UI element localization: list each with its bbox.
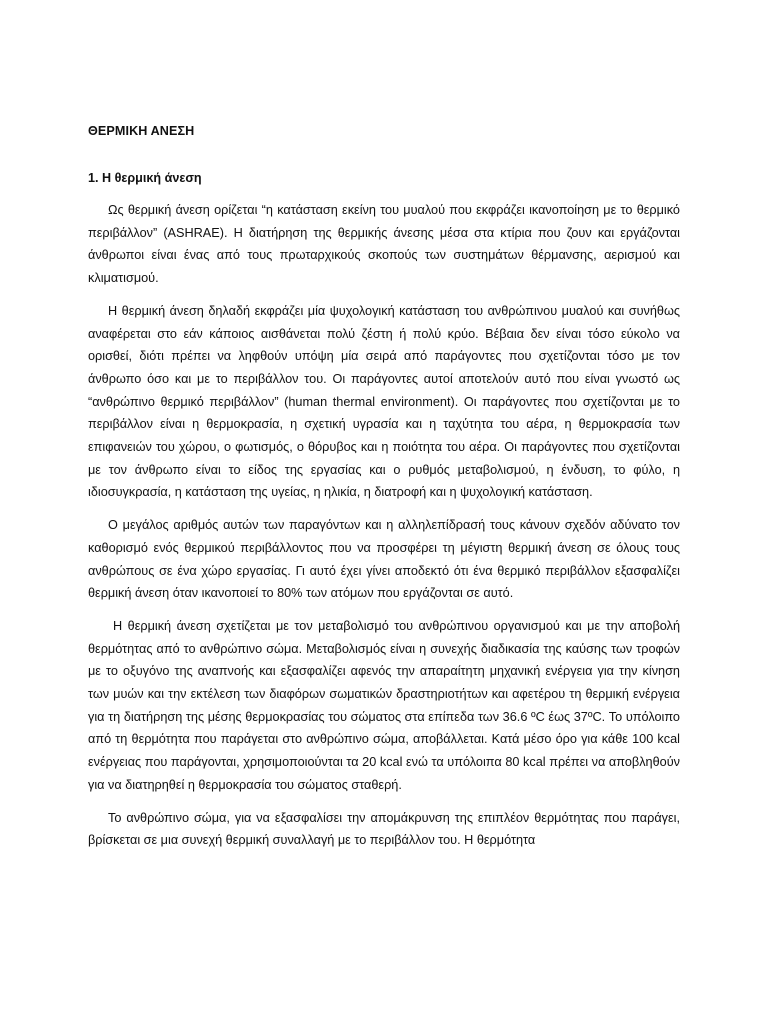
- paragraph-metabolism: Η θερμική άνεση σχετίζεται με τον μεταβολισμό του ανθρώπινου οργανισμού και με την αποβολή θερμότητας από το ανθρώπινο σώμα. Μεταβολισμός είναι η συνεχής διαδικασία της καύσης των τροφών με το οξυγόνο της αναπνοής και εξασφαλίζει αφενός την απαραίτητη μηχανική ενέργεια για την κίνηση των μυών και την εκτέλεση των διαφόρων σωματικών δραστηριοτήτων και αφετέρου τη θερμική ενέργεια για τη διατήρηση της μέσης θερμοκρασίας του σώματος στα επίπεδα των 36.6 ºC έως 37ºC. Το υπόλοιπο από τη θερμότητα που παράγεται στο ανθρώπινο σώμα, αποβάλλεται. Κατά μέσο όρο για κάθε 100 kcal ενέργειας που παράγονται, χρησιμοποιούνται τα 20 kcal ενώ τα υπόλοιπα 80 kcal πρέπει να αποβληθούν για να διατηρηθεί η θερμοκρασία του σώματος σταθερή.: [88, 618, 680, 792]
- paragraph-heat-exchange: Το ανθρώπινο σώμα, για να εξασφαλίσει την απομάκρυνση της επιπλέον θερμότητας που παράγει, βρίσκεται σε μια συνεχή θερμική συναλλαγή με το περιβάλλον του. Η θερμότητα: [88, 810, 680, 848]
- paragraph-factors: Η θερμική άνεση δηλαδή εκφράζει μία ψυχολογική κατάσταση του ανθρώπινου μυαλού και συνήθως αναφέρεται στο εάν κάποιος αισθάνεται πολύ ζέστη ή πολύ κρύο. Βέβαια δεν είναι τόσο εύκολο να ορισθεί, διότι πρέπει να ληφθούν υπόψη μία σειρά από παράγοντες που σχετίζονται τόσο με τον άνθρωπο όσο και με το περιβάλλον του. Οι παράγοντες αυτοί αποτελούν αυτό που είναι γνωστό ως “ανθρώπινο θερμικό περιβάλλον” (human thermal environment). Οι παράγοντες που σχετίζονται με το περιβάλλον είναι η θερμοκρασία, η σχετική υγρασία και η ταχύτητα του αέρα, η θερμοκρασία των επιφανειών του χώρου, ο φωτισμός, ο θόρυβος και η ποιότητα του αέρα. Οι παράγοντες που σχετίζονται με τον άνθρωπο είναι το είδος της εργασίας και ο ρυθμός μεταβολισμού, η ένδυση, το φύλο, η ιδιοσυγκρασία, η κατάσταση της υγείας, η ηλικία, η διατροφή και η ψυχολογική κατάσταση.: [88, 303, 680, 500]
- paragraph-satisfaction: Ο μεγάλος αριθμός αυτών των παραγόντων και η αλληλεπίδρασή τους κάνουν σχεδόν αδύνατο τον καθορισμό ενός θερμικού περιβάλλοντος που να προσφέρει τη μέγιστη θερμική άνεση σε όλους τους ανθρώπους σε ένα χώρο εργασίας. Γι αυτό έχει γίνει αποδεκτό ότι ένα θερμικό περιβάλλον εξασφαλίζει θερμική άνεση όταν ικανοποιεί το 80% των ατόμων που εργάζονται σε αυτό.: [88, 518, 680, 601]
- document-title: ΘΕΡΜΙΚΗ ΑΝΕΣΗ: [88, 124, 195, 138]
- section-heading: 1. Η θερμική άνεση: [88, 171, 202, 185]
- paragraph-definition: Ως θερμική άνεση ορίζεται “η κατάσταση εκείνη του μυαλού που εκφράζει ικανοποίηση με το θερμικό περιβάλλον” (ASHRAE). Η διατήρηση της θερμικής άνεσης μέσα στα κτίρια που ζουν και εργάζονται άνθρωποι είναι ένας από τους πρωταρχικούς σκοπούς των συστημάτων θέρμανσης, αερισμού και κλιματισμού.: [88, 203, 680, 286]
